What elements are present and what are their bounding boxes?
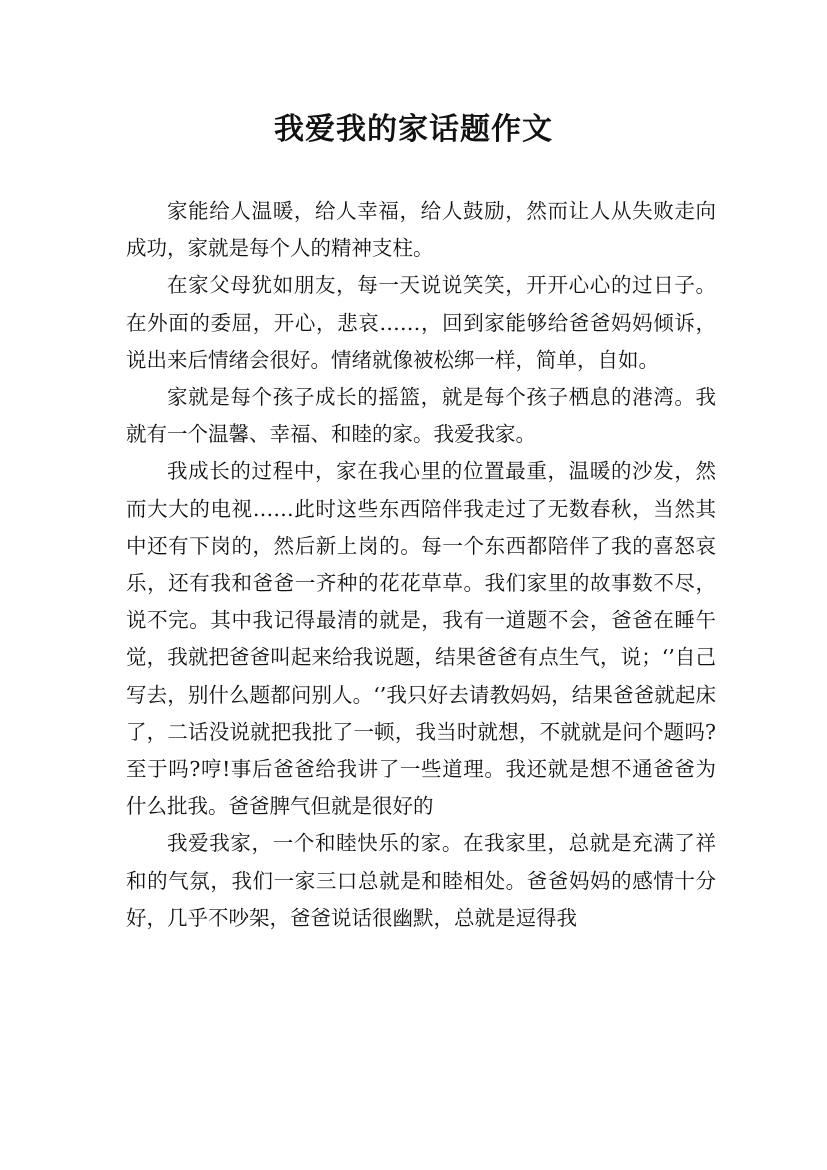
document-body (126, 193, 716, 937)
paragraph-5: 我爱我家，一个和睦快乐的家。在我家里，总就是充满了祥和的气氛，我们一家三口总就是和睦相处。爸爸妈妈的感情十分好，几乎不吵架，爸爸说话很幽默，总就是逗得我 (126, 831, 716, 930)
paragraph-1: 家能给人温暖，给人幸福，给人鼓励，然而让人从失败走向成功，家就是每个人的精神支柱。 (126, 199, 716, 261)
paragraph-2: 在家父母犹如朋友，每一天说说笑笑，开开心心的过日子。在外面的委屈，开心，悲哀……，回到家能够给爸爸妈妈倾诉，说出来后情绪会很好。情绪就像被松绑一样，简单，自如。 (126, 273, 716, 372)
document-title: 我爱我的家话题作文 (274, 112, 553, 147)
paragraph-3: 家就是每个孩子成长的摇篮，就是每个孩子栖息的港湾。我就有一个温馨、幸福、和睦的家。我爱我家。 (126, 385, 716, 447)
paragraph-4: 我成长的过程中，家在我心里的位置最重，温暖的沙发，然而大大的电视……此时这些东西陪伴我走过了无数春秋，当然其中还有下岗的，然后新上岗的。每一个东西都陪伴了我的喜怒哀乐，还有我和爸爸一齐种的花花草草。我们家里的故事数不尽，说不完。其中我记得最清的就是，我有一道题不会，爸爸在睡午觉，我就把爸爸叫起来给我说题，结果爸爸有点生气，说；‘’自己写去，别什么题都问别人。‘’我只好去请教妈妈，结果爸爸就起床了，二话没说就把我批了一顿，我当时就想，不就就是问个题吗?至于吗?哼!事后爸爸给我讲了一些道理。我还就是想不通爸爸为什么批我。爸爸脾气但就是很好的 (126, 459, 716, 819)
